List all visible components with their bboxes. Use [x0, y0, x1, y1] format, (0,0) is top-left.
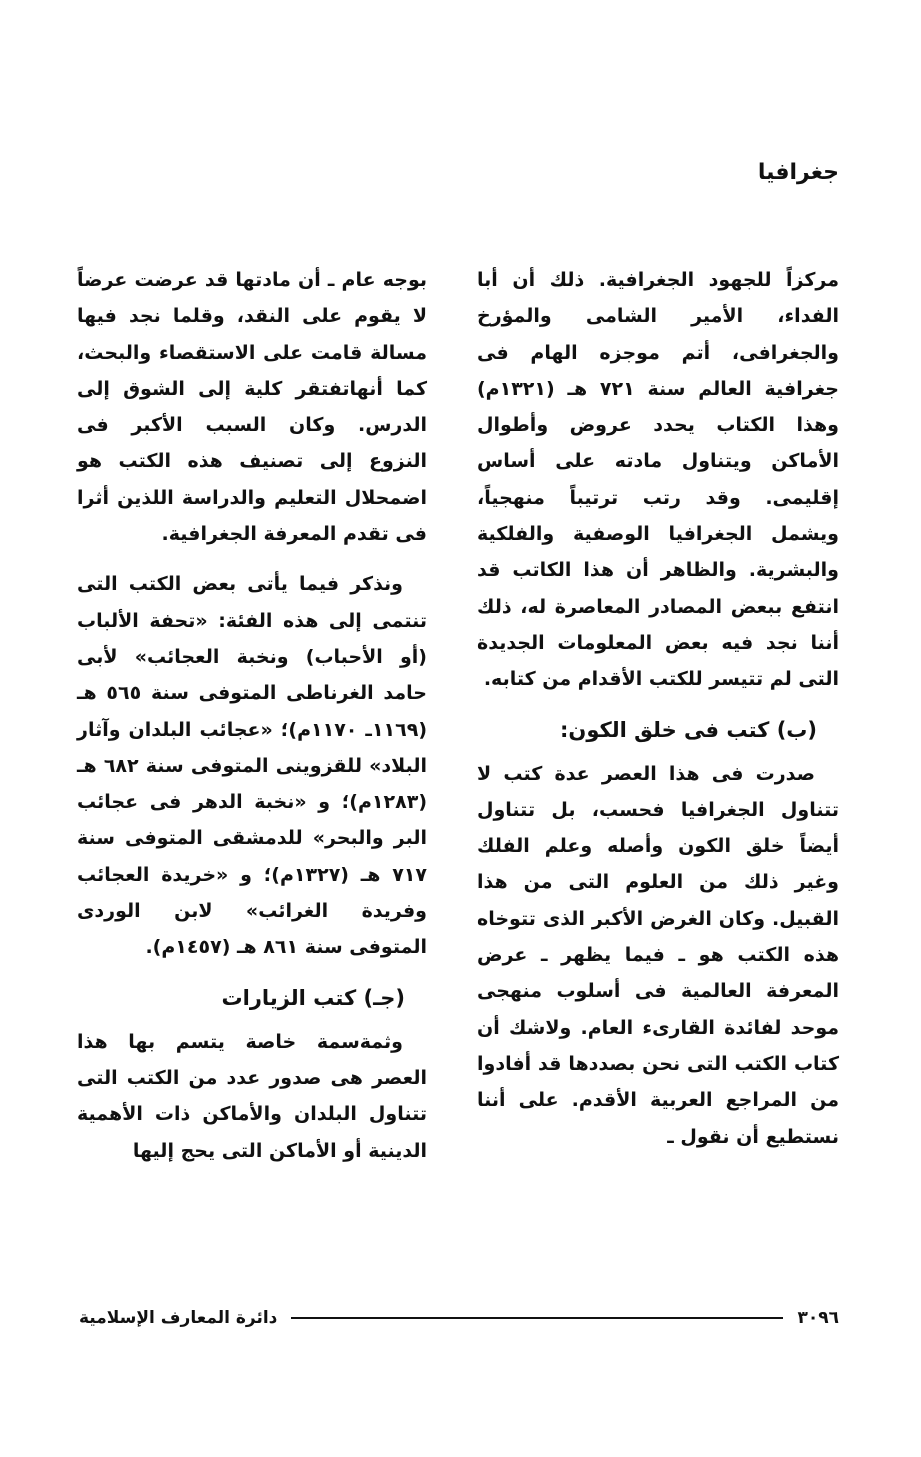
section-heading-c: (جـ) كتب الزيارات — [221, 985, 405, 1010]
page-number: ٣٠٩٦ — [797, 1308, 839, 1328]
right-column — [477, 262, 839, 1155]
paragraph-pilgrimage-books: وثمةسمة خاصة يتسم بها هذا العصر هى صدور عدد من الكتب التى تتناول البلدان والأماكن ذات الأهمية الدينية أو الأماكن التى يحج إليها — [77, 1030, 427, 1162]
running-head: جغرافيا — [757, 160, 839, 185]
footer-rule — [291, 1317, 783, 1319]
page-footer — [79, 1303, 839, 1333]
paragraph-geography-abu-alfida: مركزاً للجهود الجغرافية. ذلك أن أبا الفداء، الأمير الشامى والمؤرخ والجغرافى، أتم موجزه الهام فى جغرافية العالم سنة ٧٢١ هـ (١٣٢١م) وهذا الكتاب يحدد عروض وأطوال الأماكن ويتناول مادته على أساس إقليمى. وقد رتب ترتيباً منهجياً، ويشمل الجغرافيا الوصفية والفلكية والبشرية. والظاهر أن هذا الكاتب قد انتفع ببعض المصادر المعاصرة له، ذلك أننا نجد فيه بعض المعلومات الجديدة التى لم تتيسر للكتب الأقدام من كتابه. — [477, 269, 839, 691]
left-column — [77, 262, 427, 1169]
publication-title: دائرة المعارف الإسلامية — [79, 1308, 278, 1328]
paragraph-cosmology-books: صدرت فى هذا العصر عدة كتب لا تتناول الجغرافيا فحسب، بل تتناول أيضاً خلق الكون وأصله وعلم الفلك وغير ذلك من العلوم التى من هذا القبيل. وكان الغرض الأكبر الذى تتوخاه هذه الكتب هو ـ فيما يظهر ـ عرض المعرفة العالمية فى أسلوب منهجى موحد لفائدة القارىء العام. ولاشك أن كتاب الكتب التى نحن بصددها قد أفادوا من المراجع العربية الأقدم. على أننا نستطيع أن نقول ـ — [477, 762, 839, 1148]
section-heading-b: (ب) كتب فى خلق الكون: — [560, 717, 817, 742]
paragraph-critique: بوجه عام ـ أن مادتها قد عرضت عرضاً لا يقوم على النقد، وقلما نجد فيها مسالة قامت على الاستقصاء والبحث، كما أنهاتفتقر كلية إلى الشوق إلى الدرس. وكان السبب الأكبر فى النزوع إلى تصنيف هذه الكتب هو اضمحلال التعليم والدراسة اللذين أثرا فى تقدم المعرفة الجغرافية. — [77, 269, 427, 546]
paragraph-book-list: ونذكر فيما يأتى بعض الكتب التى تنتمى إلى هذه الفئة: «تحفة الألباب (أو الأحباب) ونخبة العجائب» لأبى حامد الغرناطى المتوفى سنة ٥٦٥ هـ (١١٦٩ـ ١١٧٠م)؛ «عجائب البلدان وآثار البلاد» للقزوينى المتوفى سنة ٦٨٢ هـ (١٢٨٣م)؛ و «نخبة الدهر فى عجائب البر والبحر» للدمشقى المتوفى سنة ٧١٧ هـ (١٣٢٧م)؛ و «خريدة العجائب وفريدة الغرائب» لابن الوردى المتوفى سنة ٨٦١ هـ (١٤٥٧م). — [77, 573, 428, 959]
